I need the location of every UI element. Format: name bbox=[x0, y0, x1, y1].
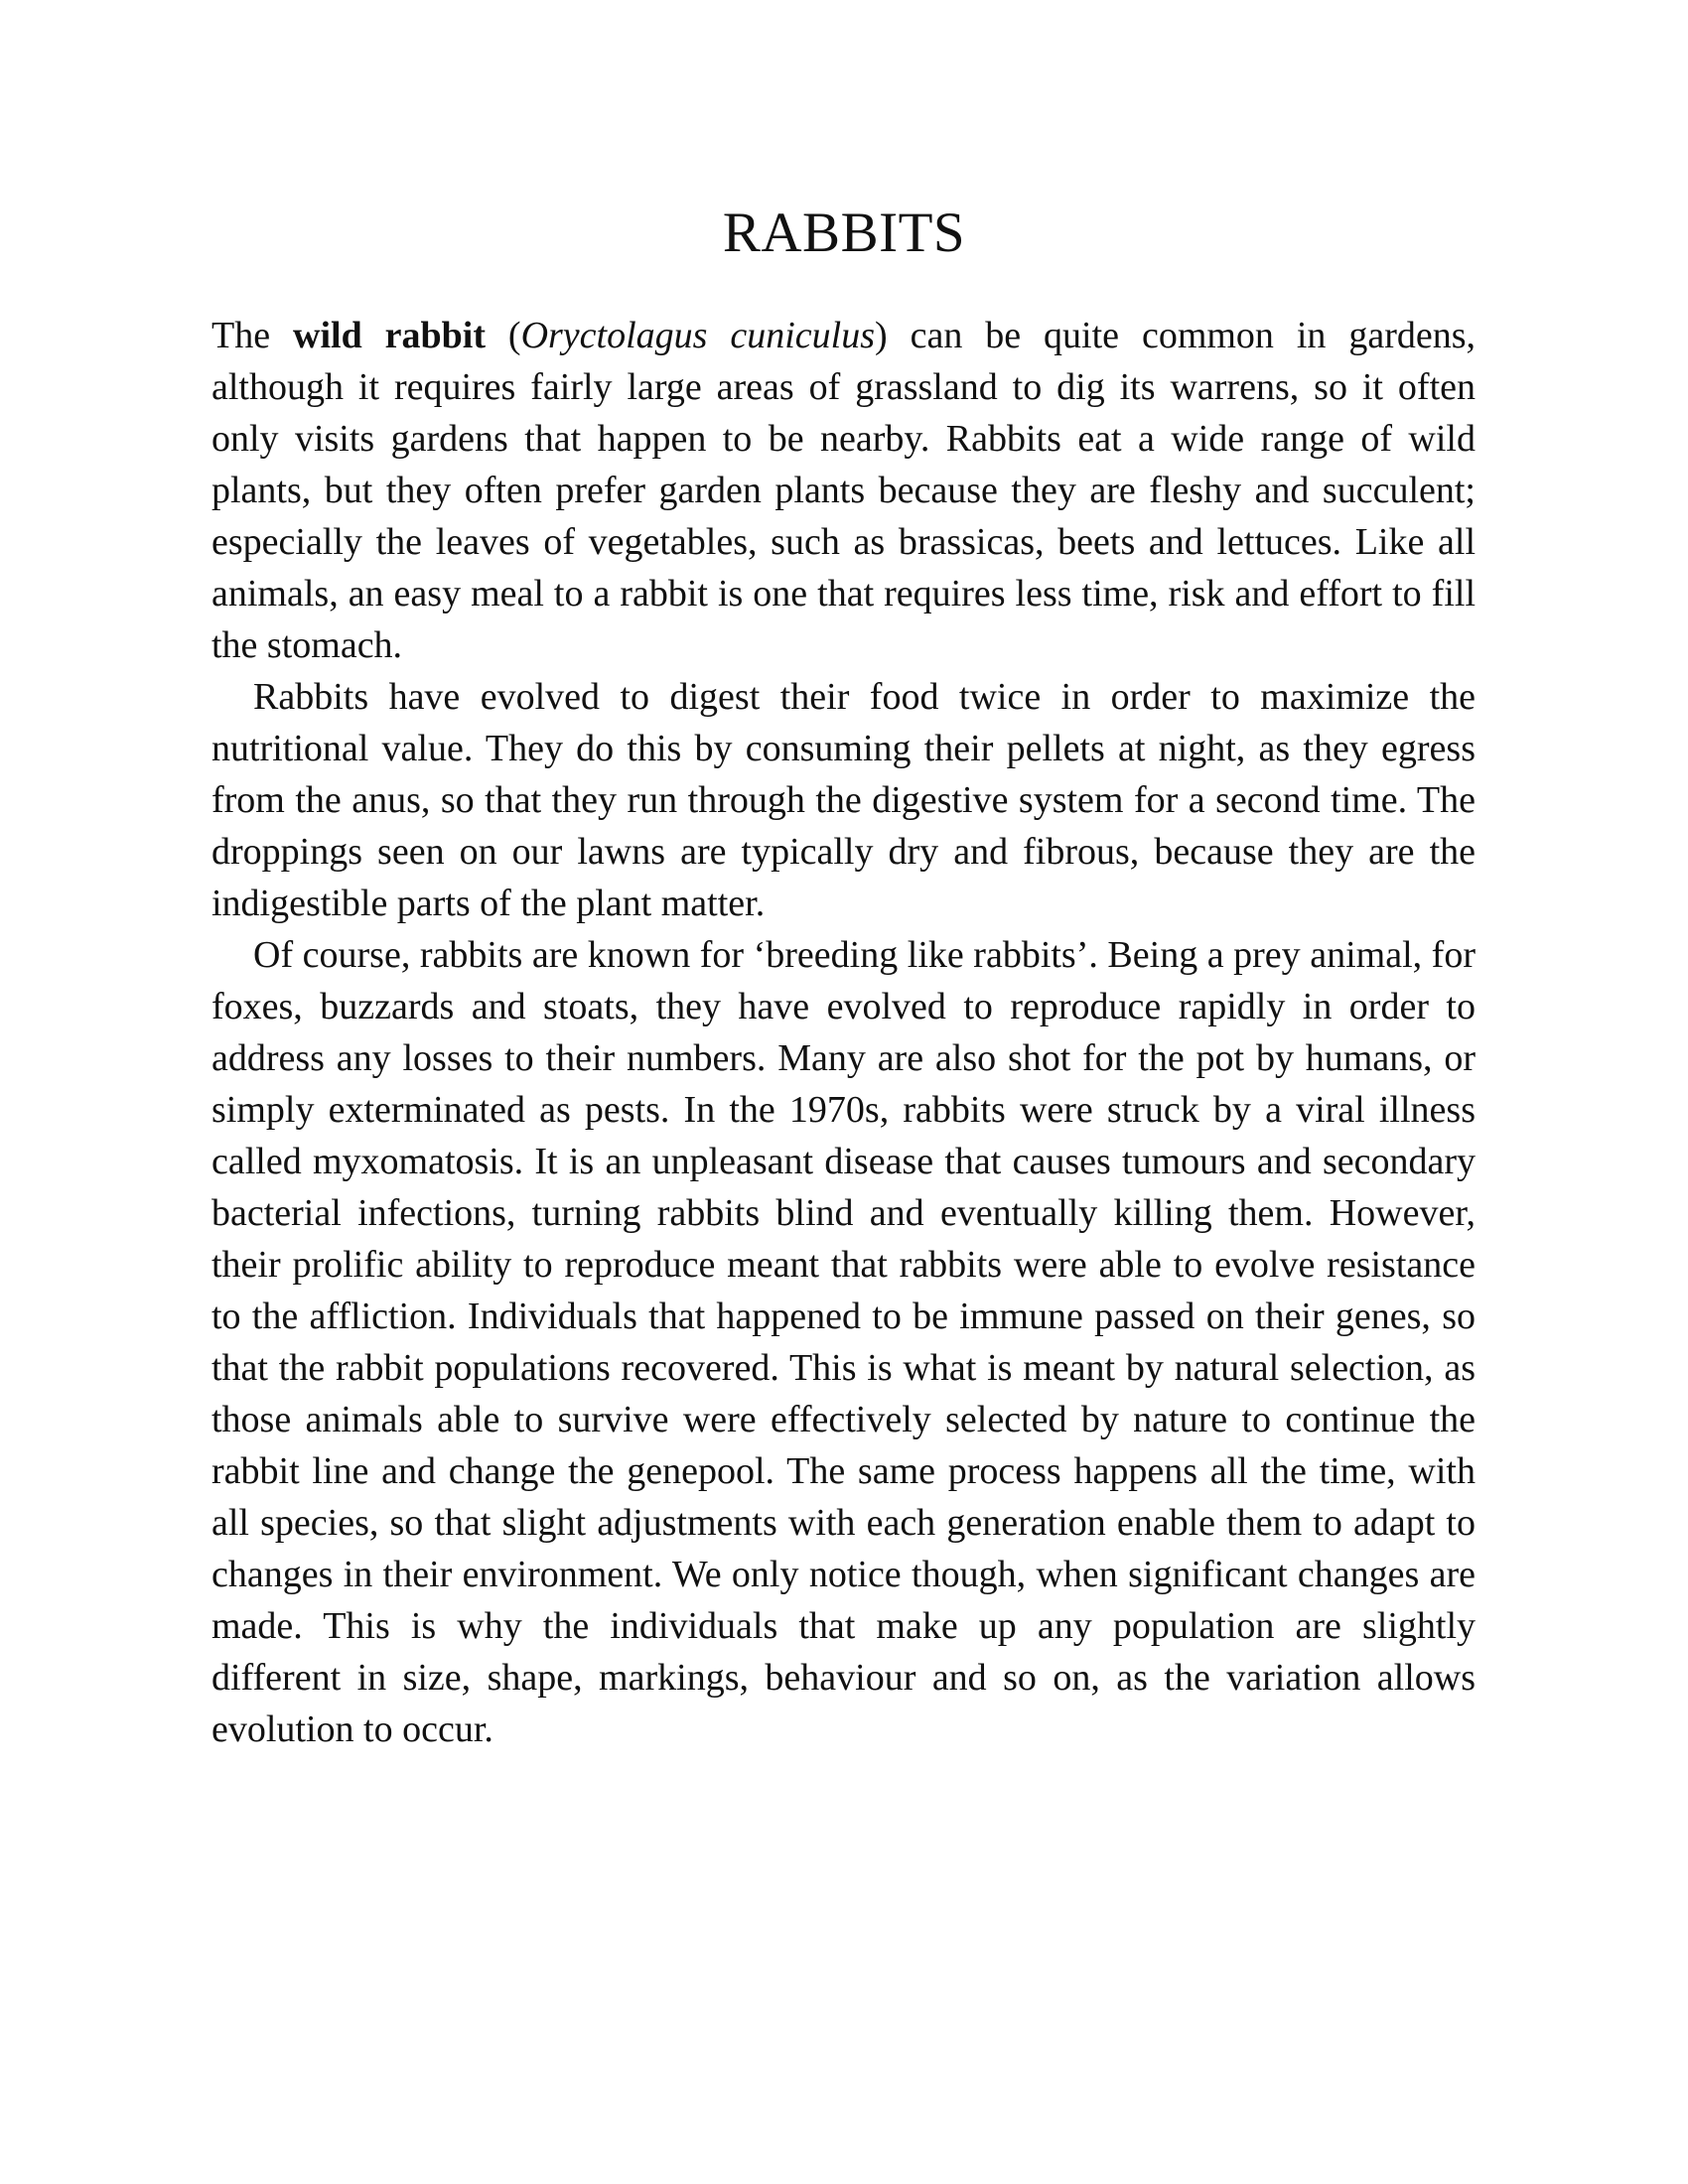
article-body bbox=[211, 310, 1476, 1755]
paragraph-1-paren-open: ( bbox=[485, 315, 521, 356]
bold-term: wild rabbit bbox=[293, 315, 486, 356]
paragraph-1-rest: ) can be quite common in gardens, although it requires fairly large areas of grassland to dig its warrens, so it often only visits gardens that happen to be nearby. Rabbits eat a wide range of wild plants, but they often prefer garden plants because they are fleshy and succulent; especially the leaves of vegetables, such as brassicas, beets and lettuces. Like all animals, an easy meal to a rabbit is one that requires less time, risk and effort to fill the stomach. bbox=[211, 315, 1477, 666]
paragraph-1 bbox=[211, 310, 1476, 671]
paragraph-3: Of course, rabbits are known for ‘breeding like rabbits’. Being a prey animal, for foxes, buzzards and stoats, they have evolved to reproduce rapidly in order to address any losses to their numbers. Many are also shot for the pot by humans, or simply exterminated as pests. In the 1970s, rabbits were struck by a viral illness called myxomatosis. It is an unpleasant disease that causes tumours and secondary bacterial infections, turning rabbits blind and eventually killing them. However, their prolific ability to reproduce meant that rabbits were able to evolve resistance to the affliction. Individuals that happened to be immune passed on their genes, so that the rabbit populations recovered. This is what is meant by natural selection, as those animals able to survive were effectively selected by nature to continue the rabbit line and change the genepool. The same process happens all the time, with all species, so that slight adjustments with each generation enable them to adapt to changes in their environment. We only notice though, when significant changes are made. This is why the individuals that make up any population are slightly different in size, shape, markings, behaviour and so on, as the variation allows evolution to occur. bbox=[211, 934, 1476, 1750]
page-title: RABBITS bbox=[722, 202, 966, 264]
paragraph-2: Rabbits have evolved to digest their food twice in order to maximize the nutritional value. They do this by consuming their pellets at night, as they egress from the anus, so that they run through the digestive system for a second time. The droppings seen on our lawns are typically dry and fibrous, because they are the indigestible parts of the plant matter. bbox=[211, 676, 1476, 924]
scientific-name: Oryctolagus cuniculus bbox=[520, 315, 876, 356]
paragraph-1-lead: The bbox=[211, 315, 294, 356]
